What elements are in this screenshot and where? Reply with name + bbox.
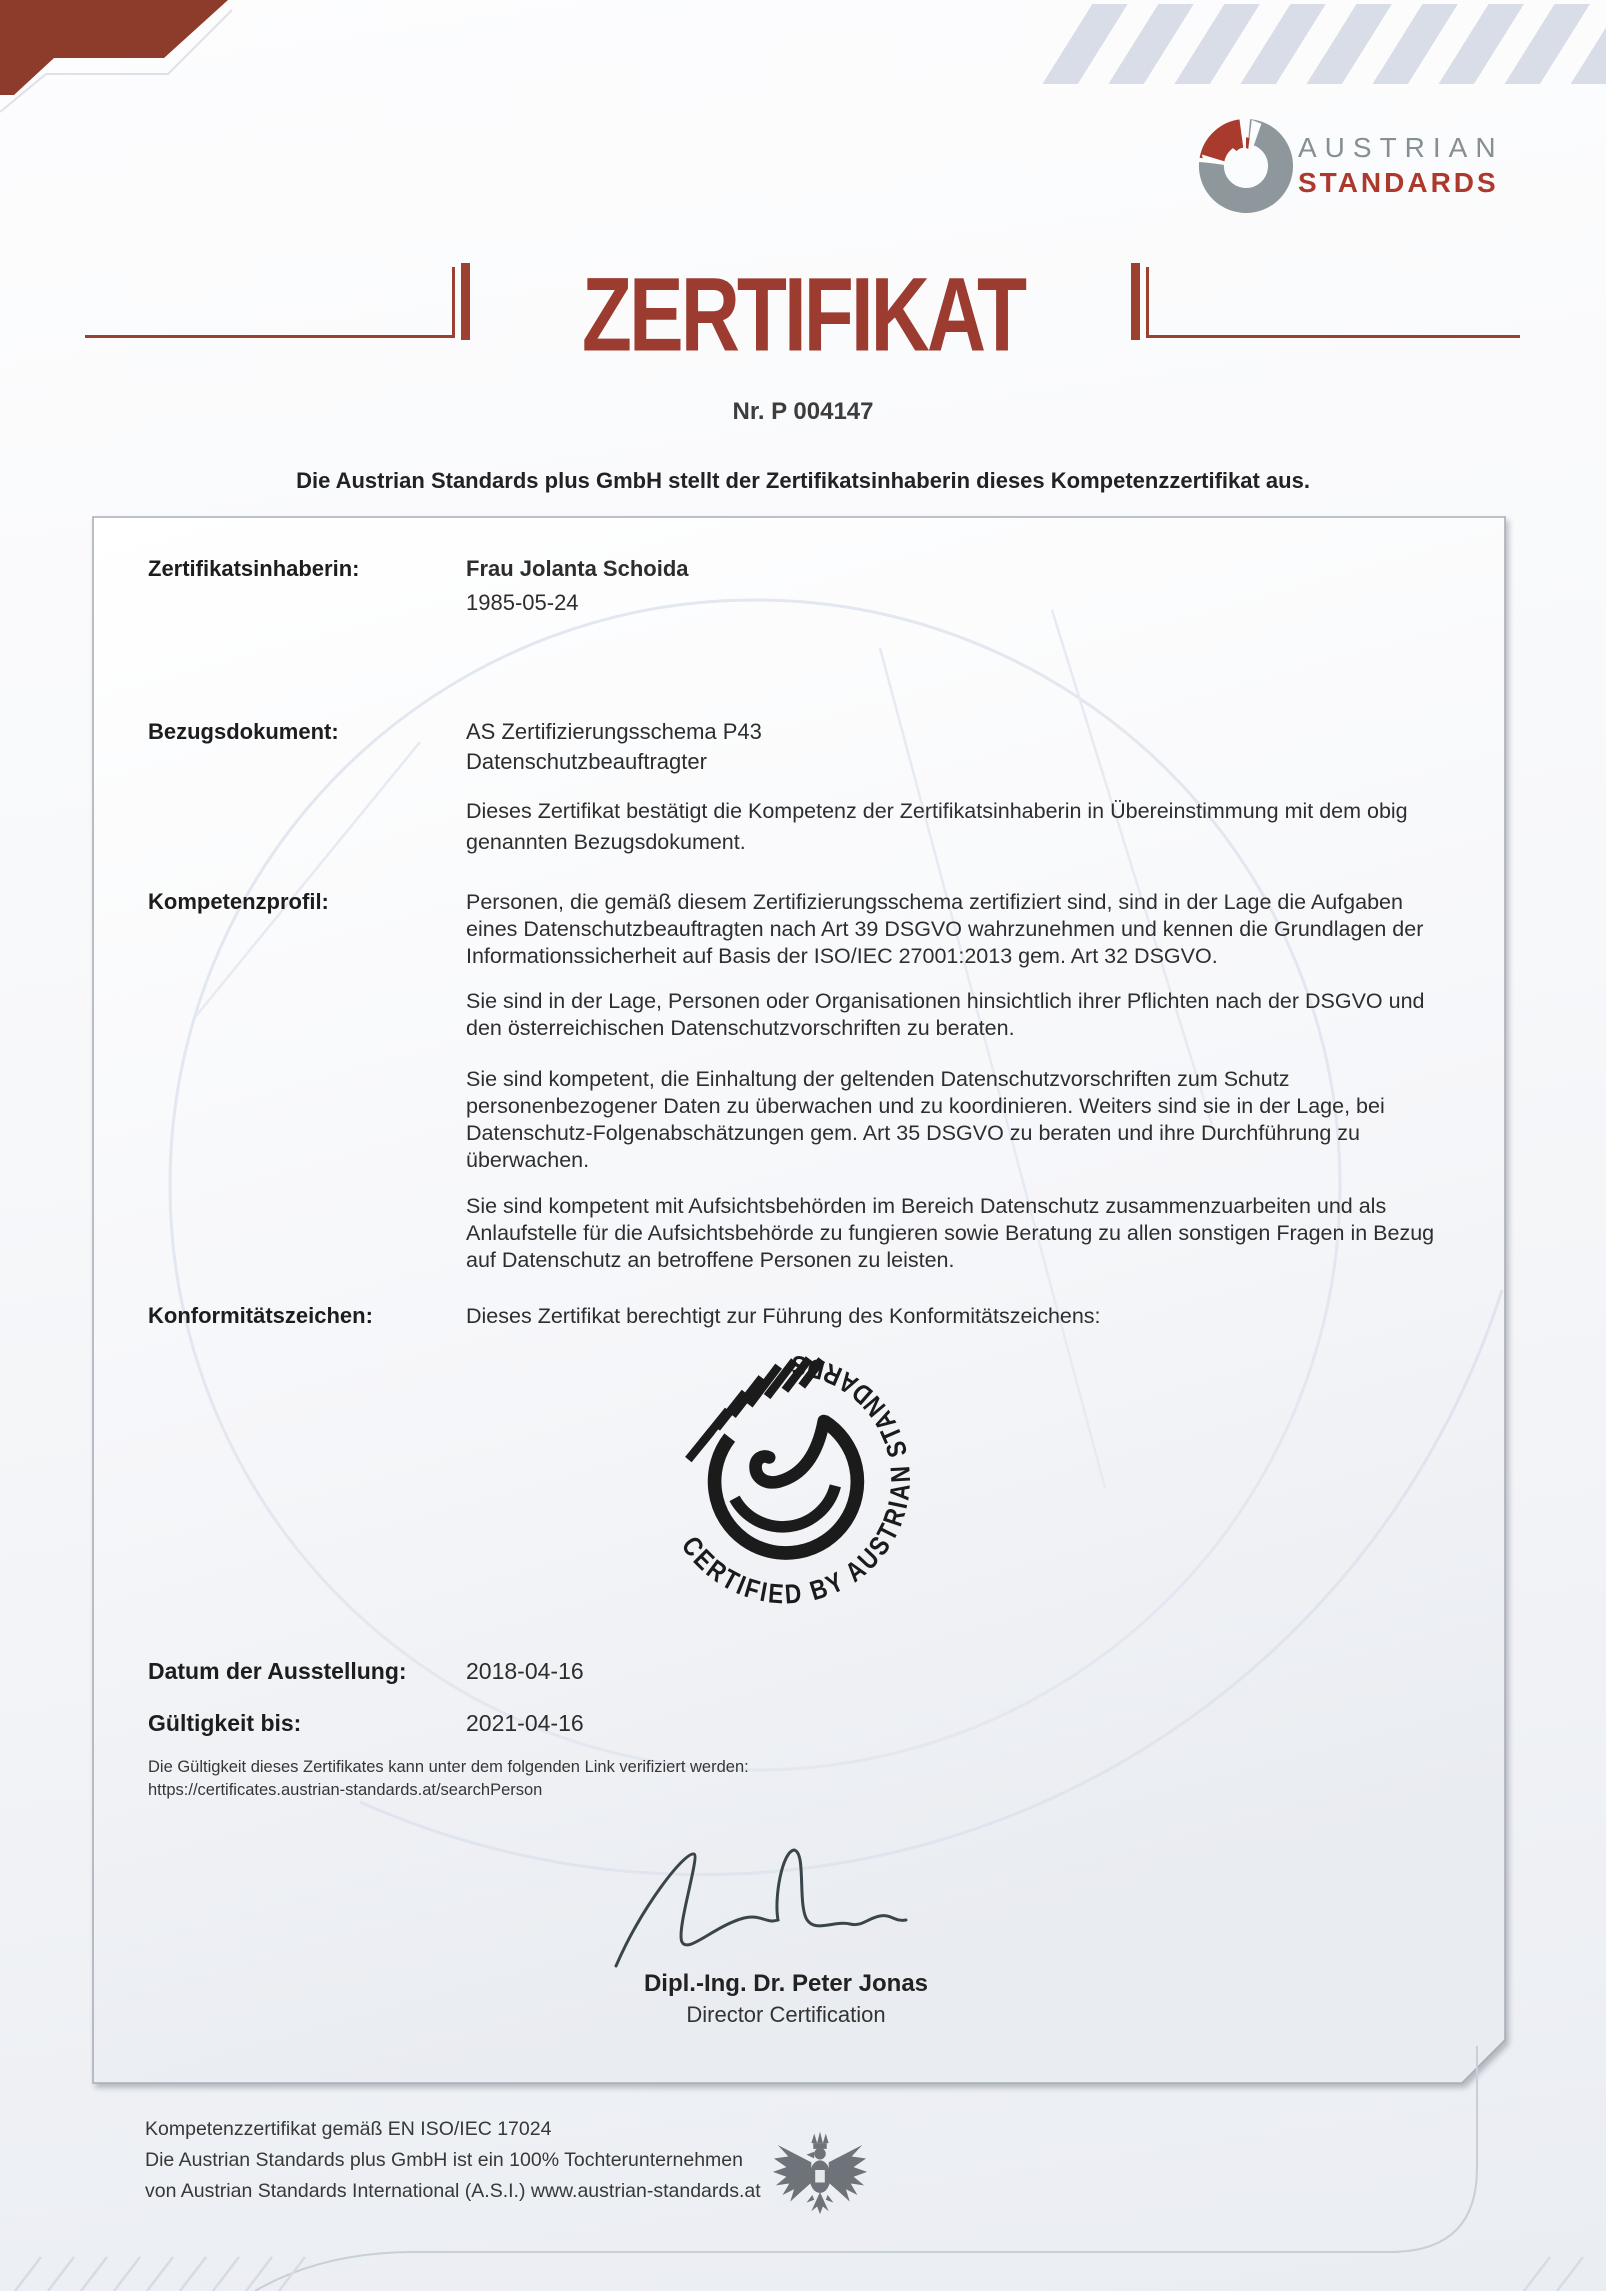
reference-role: Datenschutzbeauftragter (466, 749, 707, 774)
competence-paragraph-1: Personen, die gemäß diesem Zertifizierungsschema zertifiziert sind, sind in der Lage die Aufgaben eines Datenschutzbeauftragten nach Art 39 DSGVO wahrzunehmen und kennen die Grundlagen der Informationssicherheit auf Basis der ISO/IEC 27001:2013 gem. Art 32 DSGVO. (466, 890, 1424, 968)
page-title: ZERTIFIKAT (581, 257, 1025, 374)
holder-label: Zertifikatsinhaberin: (148, 556, 360, 581)
issue-date-label: Datum der Ausstellung: (148, 1658, 407, 1684)
competence-paragraph-4: Sie sind kompetent mit Aufsichtsbehörden im Bereich Datenschutz zusammenzuarbeiten und als Anlaufstelle für die Aufsichtsbehörde zu fungieren sowie Beratung zu allen sonstigen Fragen in Bezug auf Datenschutz an betroffene Personen zu leisten. (466, 1194, 1435, 1272)
certified-seal-icon (626, 1322, 946, 1637)
conformity-text: Dieses Zertifikat berechtigt zur Führung des Konformitätszeichens: (466, 1304, 1101, 1328)
competence-paragraph-2: Sie sind in der Lage, Personen oder Organisationen hinsichtlich ihrer Pflichten nach der DSGVO und den österreichischen Datenschutzvorschriften zu beraten. (466, 989, 1425, 1040)
intro-statement: Die Austrian Standards plus GmbH stellt der Zertifikatsinhaberin dieses Kompetenzzertifikat aus. (296, 468, 1310, 493)
competence-paragraph-3: Sie sind kompetent, die Einhaltung der geltenden Datenschutzvorschriften zum Schutz personenbezogener Daten zu überwachen und zu koordinieren. Weiters sind sie in der Lage, bei Datenschutz-Folgenabschätzungen gem. Art 35 DSGVO zu beraten und ihre Durchführung zu überwachen. (466, 1067, 1385, 1172)
holder-name: Frau Jolanta Schoida (466, 556, 689, 581)
competence-label: Kompetenzprofil: (148, 889, 329, 914)
holder-birthdate: 1985-05-24 (466, 590, 579, 615)
signatory-name: Dipl.-Ing. Dr. Peter Jonas (643, 1970, 929, 1997)
reference-scheme: AS Zertifizierungsschema P43 (466, 719, 762, 744)
brand-name-bottom: STANDARDS (1298, 167, 1499, 198)
signature-icon (596, 1838, 996, 1988)
reference-label: Bezugsdokument: (148, 719, 339, 744)
verification-url: https://certificates.austrian-standards.at/searchPerson (148, 1781, 543, 1799)
austrian-eagle-icon (772, 2122, 868, 2218)
brand-name-top: AUSTRIAN (1298, 132, 1504, 163)
footer-line-3: von Austrian Standards International (A.S.I.) www.austrian-standards.at (145, 2180, 761, 2202)
austrian-standards-logo-icon (1198, 118, 1294, 214)
reference-confirmation: Dieses Zertifikat bestätigt die Kompetenz der Zertifikatsinhaberin in Übereinstimmung mit dem obig genannten Bezugsdokument. (466, 799, 1408, 854)
conformity-label: Konformitätszeichen: (148, 1303, 373, 1328)
certificate-number: Nr. P 004147 (732, 398, 874, 425)
brand-wordmark (1298, 132, 1504, 199)
issue-date-value: 2018-04-16 (466, 1658, 584, 1684)
signatory-title: Director Certification (686, 2002, 886, 2027)
valid-until-label: Gültigkeit bis: (148, 1710, 302, 1736)
seal-circular-text: CERTIFIED BY AUSTRIAN STANDARDS (675, 1348, 917, 1610)
verification-note: Die Gültigkeit dieses Zertifikates kann unter dem folgenden Link verifiziert werden: (148, 1758, 749, 1776)
footer-line-2: Die Austrian Standards plus GmbH ist ein 100% Tochterunternehmen (145, 2149, 743, 2171)
footer-line-1: Kompetenzzertifikat gemäß EN ISO/IEC 17024 (145, 2118, 552, 2140)
valid-until-value: 2021-04-16 (466, 1710, 584, 1736)
